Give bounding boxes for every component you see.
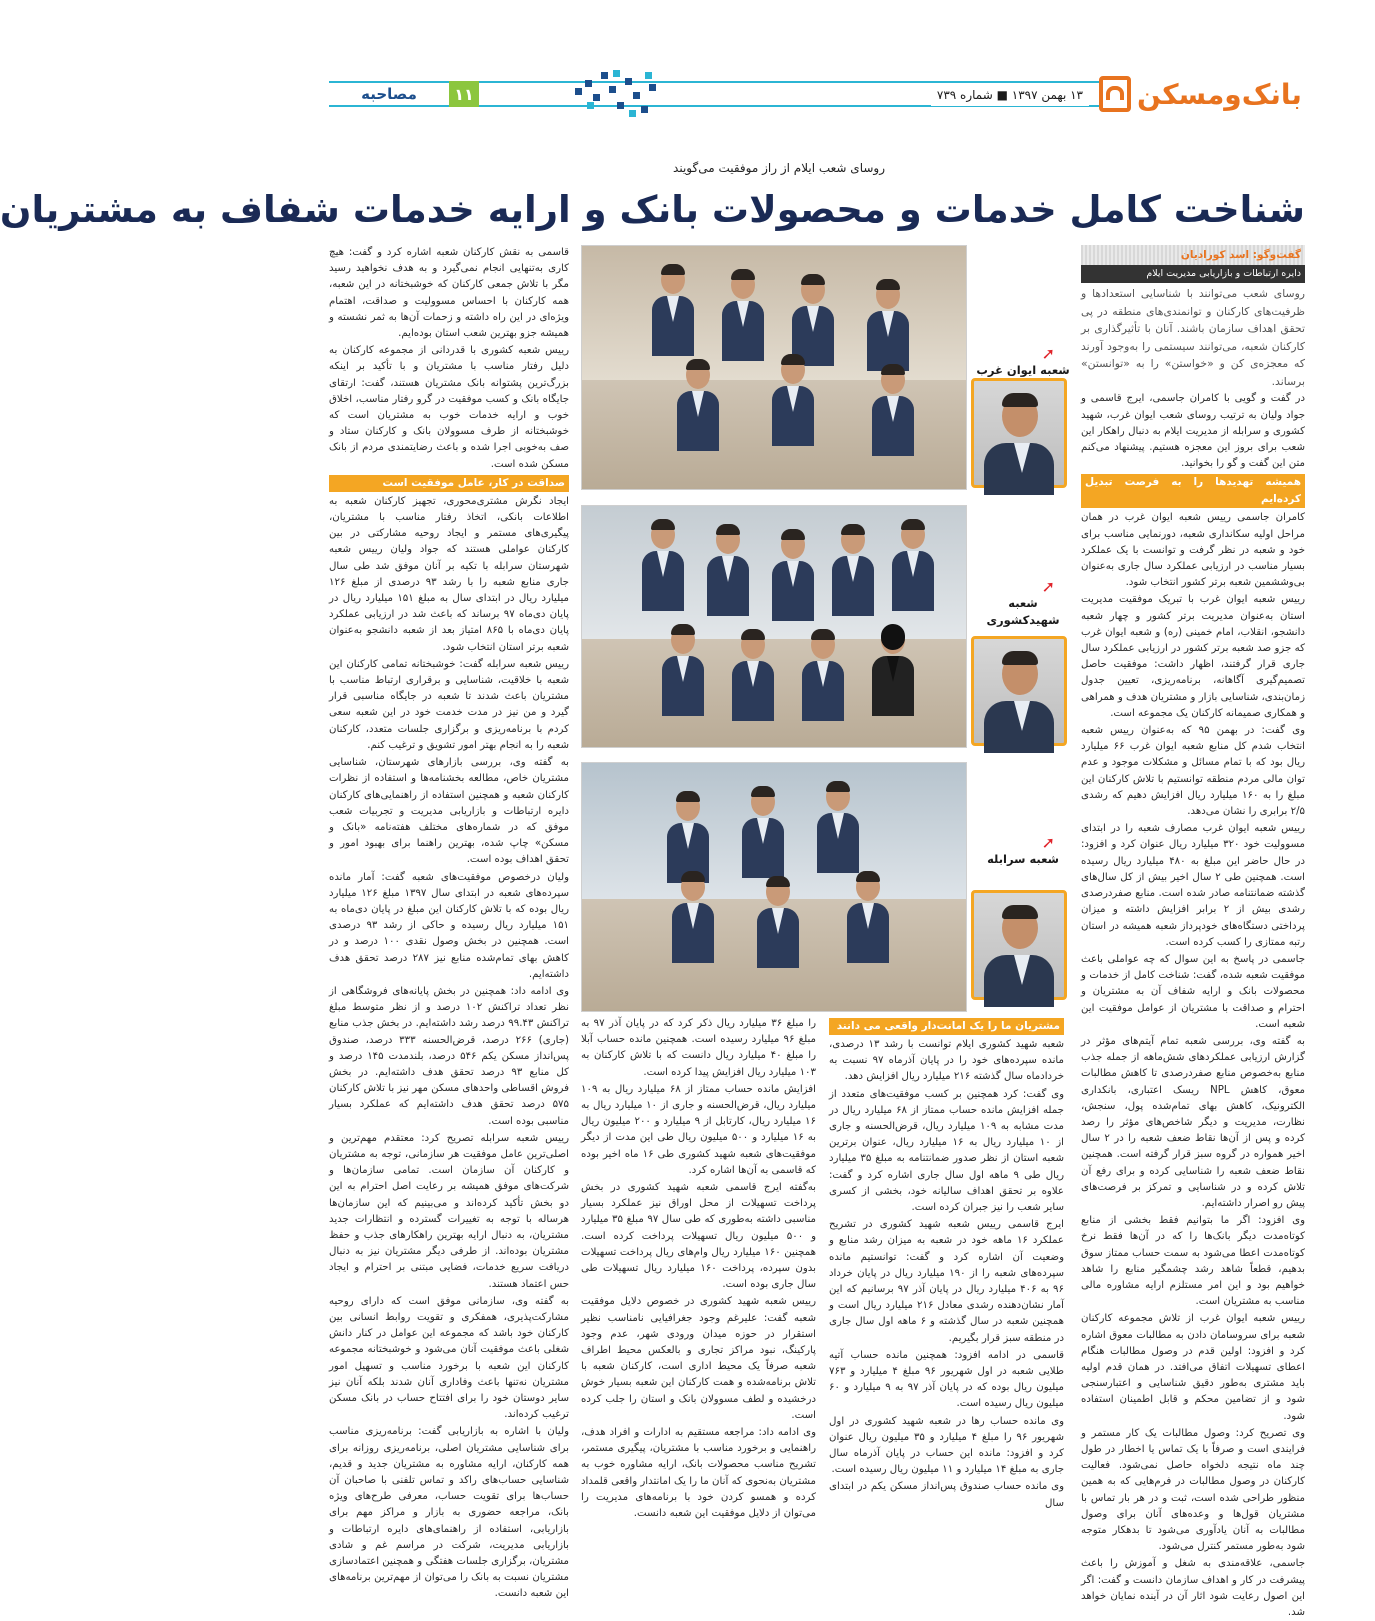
section-label [329, 81, 479, 107]
paragraph: وی ادامه داد: مراجعه مستقیم به ادارات و افراد هدف، راهنمایی و برخورد مناسب با مشتریان، پیگیری مستمر، تشریح مناسب محصولات بانک، ارایه مشاوره خوب به مشتریان به‌نحوی که آنان ما را یک امانتدار واقعی قلمداد کرده و همسو کردن خود با برنامه‌های مدیریت را می‌توان از دلایل موفقیت این شعبه دانست. [581, 1427, 816, 1520]
paragraph: وی گفت: در بهمن ۹۵ که به‌عنوان رییس شعبه انتخاب شدم کل منابع شعبه ایوان غرب ۶۶ میلیارد ریال بود که با تمام مسائل و مشکلات موجود و عدم توان مالی مردم منطقه توانستیم با تلاش کارکنان این مبلغ را به ۱۶۰ میلیارد ریال افزایش دهیم که رشدی ۲/۵ برابری را نشان می‌دهد. [1081, 725, 1305, 818]
paragraph: به گفته وی، بررسی شعبه تمام آیتم‌های مؤثر در گزارش ارزیابی عملکردهای شش‌ماهه از جمله جذب منابع به‌خصوص منابع صفردرصدی تا کاهش مطالبات معوق، کاهش NPL ریسک اعتباری، بانکداری الکترونیک، کاهش بهای تمام‌شده پول، سنجش، نظارت، مدیریت و دیگر شاخص‌های مؤثر را رصد کرده و پس از آن‌ها نقاط ضعف شعبه را در ۲ سال اخیر همواره در گروه سبز قرار گرفته است. همچنین نقاط ضعف شعبه را شناسایی کرده و برای رفع آن تلاش کرده و در شناسایی و تمرکز بر فرصت‌های پیش رو اصرار داشته‌ایم. [1081, 1035, 1306, 1209]
paragraph: به گفته وی، بررسی بازارهای شهرستان، شناسایی مشتریان خاص، مطالعه بخشنامه‌ها و استفاده از نظرات کارکنان شعبه و همچنین استفاده از راهنمایی‌های کارکنان دایره ارتباطات و بازاریابی مدیریت و تجربیات شعب موفق که در شماره‌های مختلف هفته‌نامه «بانک و مسکن» چاپ شده، بهترین راهنما برای بهبود امور و تحقق اهداف بوده است. [329, 757, 569, 866]
column-middle-left [581, 1016, 817, 1520]
arrow-icon: ➚ [1041, 833, 1055, 852]
paragraph: ایرج قاسمی رییس شعبه شهید کشوری در تشریح عملکرد ۱۶ ماهه خود در شعبه به میزان رشد منابع و وضعیت آن اشاره کرد و گفت: توانستیم مانده سپرده‌های شعبه را از ۱۹۰ میلیارد ریال در پایان خرداد ۹۶ به ۴۰۶ میلیارد ریال در پایان آذر ۹۷ برسانیم که این آمار نشان‌دهنده رشدی معادل ۲۱۶ میلیارد ریال است و همچنین شعبه در سال گذشته و ۶ ماهه اول سال جاری در منطقه سبز قرار بگیریم. [829, 1219, 1064, 1344]
paragraph: قاسمی در ادامه افزود: همچنین مانده حساب آتیه طلایی شعبه در اول شهریور ۹۶ مبلغ ۴ میلیارد و ۷۶۳ میلیون ریال بوده که در پایان آذر ۹۷ به ۹ میلیارد و ۶۰ میلیون ریال رسیده است. [829, 1349, 1064, 1410]
paragraph: به‌گفته ایرج قاسمی شعبه شهید کشوری در بخش پرداخت تسهیلات از محل اوراق نیز عملکرد بسیار مناسبی داشته به‌طوری که طی سال ۹۷ مبلغ ۳۵ میلیارد و ۵۰۰ میلیون ریال تسهیلات پرداخت کرده است. همچنین ۱۶۰ میلیارد ریال وام‌های ریال پرداخت تسهیلات بدون سپرده، پرداخت ۱۶۰ میلیارد ریال تسهیلات طی سال جاری بوده است. [581, 1182, 817, 1291]
paragraph: رییس شعبه سرابله تصریح کرد: معتقدم مهم‌ترین و اصلی‌ترین عامل موفقیت هر سازمانی، توجه به مشتریان و کارکنان آن سازمان است. تمامی سازمان‌ها و شرکت‌های موفق همیشه بر رعایت اصل احترام به این دو بخش تأکید کرده‌اند و می‌بینیم که این سازمان‌ها هرساله با توجه به تغییرات گسترده و انتظارات جدید مشتریان، به دنبال ارایه بهترین راهکارهای جذب و حفظ مشتریان بوده‌اند. از طرفی دیگر مشتریان نیز به دنبال دریافت سریع خدمات، فضایی مبتنی بر احترام و ایجاد حس اعتماد هستند. [329, 1132, 569, 1290]
paragraph: به گفته وی، سازمانی موفق است که دارای روحیه مشارکت‌پذیری، همفکری و تقویت روابط انسانی بین کارکنان خود باشد که مجموعه این عوامل در کنار دانش شغلی باعث موفقیت آنان می‌شود و خوشبختانه مجموعه کارکنان این شعبه با برخورد مناسب و تسهیل امور مشتریان نه‌تنها باعث وفاداری آنان شدند بلکه آنان نیز سایر دوستان خود را برای افتتاح حساب در بانک مسکن ترغیب کرده‌اند. [329, 1295, 569, 1421]
paragraph: در گفت و گویی با کامران جاسمی، ایرج قاسمی و جواد ولیان به ترتیب روسای شعب ایوان غرب، شهید کشوری و سرابله از مدیریت ایلام به دنبال راهکار این شعب برای بروز این معجزه هستیم. پیشنهاد می‌کنم متن این گفت و گو را بخوانید. [1081, 393, 1305, 470]
caption-ivan-gharb: ➚ شعبه ایوان غرب [973, 345, 1073, 379]
paragraph: رییس شعبه ایوان غرب از تلاش مجموعه کارکنان شعبه برای سروسامان دادن به مطالبات معوق اشاره کرد و افزود: اولین قدم در وصول مطالبات هنگام اعطای تسهیلات اتفاق می‌افتد. در همان قدم اولیه باید مشتری به‌طور دقیق شناسایی و اعتبارسنجی شود و از تضامین محکم و قابل اطمینان استفاده شود. [1081, 1313, 1305, 1422]
masthead [329, 66, 1304, 130]
portrait-sarableh [971, 890, 1067, 1000]
portrait-ivan-gharb [971, 378, 1067, 488]
byline [1081, 245, 1305, 283]
caption-sarableh: ➚ شعبه سرابله [973, 834, 1073, 868]
paragraph: شعبه شهید کشوری ایلام توانست با رشد ۱۳ درصدی، مانده سپرده‌های خود را در پایان آذرماه ۹۷ نسبت به خردادماه سال گذشته ۲۱۶ میلیارد ریال افزایش دهد. [829, 1039, 1064, 1083]
subheading: صداقت در کار، عامل موفقیت است [329, 475, 569, 492]
paragraph: رییس شعبه شهید کشوری در خصوص دلایل موفقیت شعبه گفت: علیرغم وجود جغرافیایی نامناسب نظیر استقرار در حوزه میدان ورودی شهر، عدم وجود پارکینگ، نبود مراکز تجاری و بالعکس محیط اطراف شعبه صرفاً یک محیط اداری است، کارکنان شعبه با تلاش برنامه‌شده و همت کارکنان این شعبه بسیار خوش درخشیده و لطف مسوولان بانک و استان را جلب کرده است. [581, 1296, 816, 1421]
subheading: مشتریان ما را یک امانت‌دار واقعی می دانند [829, 1018, 1064, 1035]
byline-author: گفت‌وگو: اسد کورادیان [1081, 245, 1305, 265]
pixel-decoration-icon [569, 66, 659, 126]
issue-info: ۱۳ بهمن ۱۳۹۷ ■ شماره ۷۳۹ [931, 84, 1089, 106]
article-lead: روسای شعب می‌توانند با شناسایی استعدادها و ظرفیت‌های کارکنان و توانمندی‌های منطقه در پی تحقق اهداف سازمان باشند. آنان با تأثیرگذاری بر کارکنان شعبه، می‌توانند سیستمی را به‌وجود آورند که معجزه‌ی کن و «خواستن» را به «توانستن» برساند. [1081, 287, 1305, 388]
paragraph: جاسمی در پاسخ به این سوال که چه عواملی باعث موفقیت شعبه شده، گفت: شناخت کامل از خدمات و محصولات بانک و ارایه شفاف آن به مشتریان و احترام و صداقت با مشتریان از عوامل موفقیت این شعبه است. [1081, 953, 1305, 1030]
paragraph: وی افزود: اگر ما بتوانیم فقط بخشی از منابع کوتاه‌مدت دیگر بانک‌ها را که در آن‌ها فقط نرخ کوتاه‌مدت اعطا می‌شود به سمت حساب ممتاز سوق بدهیم، قطعاً شاهد رشد چشمگیر منابع را شاهد خواهیم بود و این امر مستلزم ارایه مشاوره مالی مناسب به مشتریان است. [1081, 1215, 1305, 1308]
brand-logo [1099, 70, 1309, 118]
group-photo-ivan-gharb [581, 245, 967, 490]
paragraph: ایجاد نگرش مشتری‌محوری، تجهیز کارکنان شعبه به اطلاعات بانکی، اتخاذ رفتار مناسب با مشتریان، پیگیری‌های مستمر و ایجاد روحیه مشارکتی در بین کارکنان عواملی هستند که جواد ولیان رییس شعبه شهرستان سرابله با تکیه بر آنان موفق شد طی سال جاری منابع شعبه را با رشد ۹۳ درصدی از مبلغ ۱۲۶ میلیارد ریال در ابتدای سال به مبلغ ۱۵۱ میلیارد ریال در پایان دی‌ماه ۹۷ برساند که باعث شد در ارزیابی عملکرد پایان دی‌ماه با ۸۶۵ امتیاز بعد از شعبه دانشجو به‌عنوان شعبه برتر استان انتخاب شود. [329, 495, 570, 653]
paragraph: جاسمی، علاقه‌مندی به شغل و آموزش را باعث پیشرفت در کار و اهداف سازمان دانست و گفت: اگر این اصول رعایت شود اثار آن در آینده نمایان خواهد شد. [1081, 1558, 1305, 1619]
paragraph: ولیان با اشاره به بازاریابی گفت: برنامه‌ریزی مناسب برای شناسایی مشتریان اصلی، برنامه‌ریزی روزانه برای همه کارکنان، ارایه مشاوره به مشتریان جدید و قدیم، شناسایی حساب‌های راکد و تماس تلفنی با صاحبان آن حساب‌ها برای تقویت حساب، معرفی طرح‌های ویژه بانک، مراجعه حضوری به بازار و مراکز مهم برای بازاریابی، استفاده از راهنمای‌های دایره ارتباطات و بازاریابی مدیریت، شرکت در مراسم غم و شادی مشتریان، برگزاری جلسات هفتگی و همچنین اعتمادسازی مشتریان نسبت به بانک را می‌توان از مهم‌ترین برنامه‌های این شعبه دانست. [329, 1426, 569, 1600]
logo-text: بانک‌ومسکن [1137, 77, 1302, 111]
column-right [1081, 245, 1306, 1619]
article-title: شناخت کامل خدمات و محصولات بانک و ارایه خدمات شفاف به مشتریان [0, 188, 1305, 231]
group-photo-sarableh [581, 762, 967, 1012]
column-middle-right [829, 1016, 1065, 1509]
paragraph: رییس شعبه ایوان غرب با تبریک موفقیت مدیریت استان به‌عنوان مدیریت برتر کشور و چهار شعبه دانشجو، انقلاب، امام خمینی (ره) و شعبه ایوان غرب که جزو صد شعبه برتر کشور در ارزیابی عملکرد سال جاری قرار گرفتند، اظهار داشت: موفقیت حاصل تصمیم‌گیری آگاهانه، برنامه‌ریزی، تعیین جدول زمان‌بندی، شناسایی بازار و مشتریان هدف و همراهی و همکاری صمیمانه کارکنان یک مجموعه است. [1081, 594, 1305, 719]
subheading: همیشه تهدیدها را به فرصت تبدیل کرده‌ایم [1081, 474, 1305, 508]
paragraph: وی ادامه داد: همچنین در بخش پایانه‌های فروشگاهی از نظر تعداد تراکنش ۱۰۲ درصد و از نظر متوسط مبلغ تراکنش ۹۹.۴۳ درصد رشد داشته‌ایم. در بخش جذب منابع (جاری) ۲۶۶ درصد، قرض‌الحسنه ۳۳۳ درصد، صندوق پس‌انداز مسکن یکم ۵۴۶ درصد، بلندمدت ۱۴۵ درصد و کل منابع ۹۳ درصد تحقق هدف داشته‌ایم. در بخش فروش اقساطی واحدهای مسکن مهر نیز با تلاش کارکنان ۵۷۵ درصد تحقق هدف داشته‌ایم که عملکرد بسیار مناسبی بوده است. [329, 985, 570, 1127]
arrow-icon: ➚ [1041, 577, 1055, 596]
paragraph: رییس شعبه سرابله گفت: خوشبختانه تمامی کارکنان این شعبه با خلاقیت، شناسایی و برقراری ارتباط مناسب با مشتریان باعث شدند تا شعبه در جایگاه مناسبی قرار گیرد و من نیز در مدت خدمت خود در این شعبه سعی کردم با برنامه‌ریزی و برگزاری جلسات متعدد، کارکنان شعبه را به انجام بهتر امور تشویق و ترغیب کنم. [329, 658, 569, 751]
portrait-shahid-keshvari [971, 636, 1067, 746]
paragraph: را مبلغ ۳۶ میلیارد ریال ذکر کرد که در پایان آذر ۹۷ به مبلغ ۹۶ میلیارد رسیده است. همچنین مانده حساب آبلا را مبلغ ۴۰ میلیارد ریال دانست که با تلاش کارکنان به ۱۰۳ میلیارد ریال افزایش پیدا کرده است. [581, 1018, 817, 1078]
caption-shahid-keshvari: ➚ شعبه شهیدکشوری [973, 578, 1073, 629]
section-name: مصاحبه [329, 85, 449, 103]
paragraph: وی مانده حساب صندوق پس‌انداز مسکن یکم در ابتدای سال [829, 1481, 1064, 1509]
paragraph: رییس شعبه ایوان غرب مصارف شعبه را در ابتدای مسوولیت خود ۳۲۰ میلیارد ریال عنوان کرد و افزود: در حال حاضر این مبلغ به ۴۸۰ میلیارد ریال رسیده است. همچنین طی ۲ سال اخیر بیش از کل سال‌های گذشته ضمانتنامه صادر شده است. منابع صفردرصدی رشدی بیش از ۲ برابر افزایش داشته و میزان پرداختی دستگاه‌های خودپرداز شعبه همیشه در استان رتبه ممتازی را کسب کرده است. [1081, 823, 1306, 948]
byline-department: دایره ارتباطات و بازاریابی مدیریت ایلام [1081, 265, 1305, 283]
paragraph: رییس شعبه کشوری با قدردانی از مجموعه کارکنان به دلیل رفتار مناسب با مشتریان و با تأکید بر اینکه بزرگ‌ترین پشتوانه بانک مشتریان هستند، گفت: ارتقای جایگاه بانک و کسب موفقیت در گرو رفتار مناسب، اخلاق خوب و ارایه خدمات خوب به مشتریان است که خوشبختانه از طرف مسوولان بانک و کارکنان ستاد و صف به‌خوبی اجرا شده و باعث رضایتمندی مردم از بانک مسکن شده است. [329, 345, 569, 470]
paragraph: وی گفت: کرد همچنین بر کسب موفقیت‌های متعدد از جمله افزایش مانده حساب ممتاز از ۶۸ میلیارد ریال در مدت مشابه به ۱۰۹ میلیارد ریال، قرض‌الحسنه و جاری از ۱۰ میلیارد ریال به ۱۶ میلیارد ریال، عنوان برترین شعبه استان از نظر صدور ضمانتنامه به مبلغ ۳۵ میلیارد ریال طی ۹ ماهه اول سال جاری اشاره کرد و گفت: علاوه بر تحقق اهداف سالیانه خود، بخشی از کسری سایر شعب را نیز جبران کرده است. [829, 1088, 1065, 1214]
house-logo-icon [1099, 76, 1131, 112]
paragraph: قاسمی به نقش کارکنان شعبه اشاره کرد و گفت: هیچ کاری به‌تنهایی انجام نمی‌گیرد و به هدف نخواهید رسید مگر با تلاش جمعی کارکنان که خوشبختانه در این شعبه، همه کارکنان با احساس مسوولیت و صداقت، اهتمام ویژه‌ای در این راه داشته و زحمات آن‌ها به ثمر نشسته و همیشه جزو بهترین شعب استان بوده‌ایم. [329, 247, 569, 340]
paragraph: وی مانده حساب رها در شعبه شهید کشوری در اول شهریور ۹۶ را مبلغ ۴ میلیارد و ۳۵ میلیون ریال عنوان کرد و افزود: مانده این حساب در پایان آذرماه سال جاری به مبلغ ۱۴ میلیارد و ۱۱ میلیون ریال رسیده است. [829, 1415, 1064, 1476]
arrow-icon: ➚ [1041, 344, 1055, 363]
page-number: ۱۱ [449, 81, 479, 107]
column-left [329, 245, 570, 1600]
paragraph: افزایش مانده حساب ممتاز از ۶۸ میلیارد ریال به ۱۰۹ میلیارد ریال، قرض‌الحسنه و جاری از ۱۰ میلیارد ریال به ۱۶ میلیارد ریال، کارتابل از ۹ میلیارد و ۲۰۰ میلیون ریال به ۱۶ میلیارد و ۵۰۰ میلیون ریال طی این مدت از دیگر موفقیت‌های شعبه شهید کشوری طی ۱۶ ماه اخیر بوده که قاسمی به آن‌ها اشاره کرد. [581, 1083, 817, 1176]
paragraph: کامران جاسمی رییس شعبه ایوان غرب در همان مراحل اولیه سکانداری شعبه، دورنمایی مناسب برای خود و شعبه در نظر گرفت و توانست با یک عملکرد بسیار مناسب در ارزیابی عملکرد سال جاری به‌عنوان بی‌وششمین شعبه برتر کشور انتخاب شود. [1081, 512, 1305, 589]
article-kicker: روسای شعب ایلام از راز موفقیت می‌گویند [673, 161, 885, 175]
group-photo-shahid-keshvari [581, 505, 967, 748]
paragraph: ولیان درخصوص موفقیت‌های شعبه گفت: آمار مانده سپرده‌های شعبه در ابتدای سال ۱۳۹۷ مبلغ ۱۲۶ میلیارد ریال بوده که با تلاش کارکنان این مبلغ در پایان دی‌ماه به ۱۵۱ میلیارد ریال رسیده و حاکی از رشد ۹۳ درصدی است. همچنین در بخش وصول نقدی ۱۰۰ درصد و در کاهش بهای تمام‌شده منابع نیز ۲۸۷ درصد تحقق هدف داشته‌ایم. [329, 871, 570, 980]
paragraph: وی تصریح کرد: وصول مطالبات یک کار مستمر و فرایندی است و صرفاً با یک تماس یا اخطار در طول چند ماه نتیجه دلخواه حاصل نمی‌شود. فعالیت کارکنان در وصول مطالبات در فرم‌هایی که به همین منظور طراحی شده است، ثبت و در هر بار تماس با مشتریان قول‌ها و وعده‌های آنان برای وصول مطالبات به آنان یادآوری می‌شود تا بدهکار متوجه شود به‌طور مستمر کنترل می‌شود. [1081, 1427, 1305, 1553]
